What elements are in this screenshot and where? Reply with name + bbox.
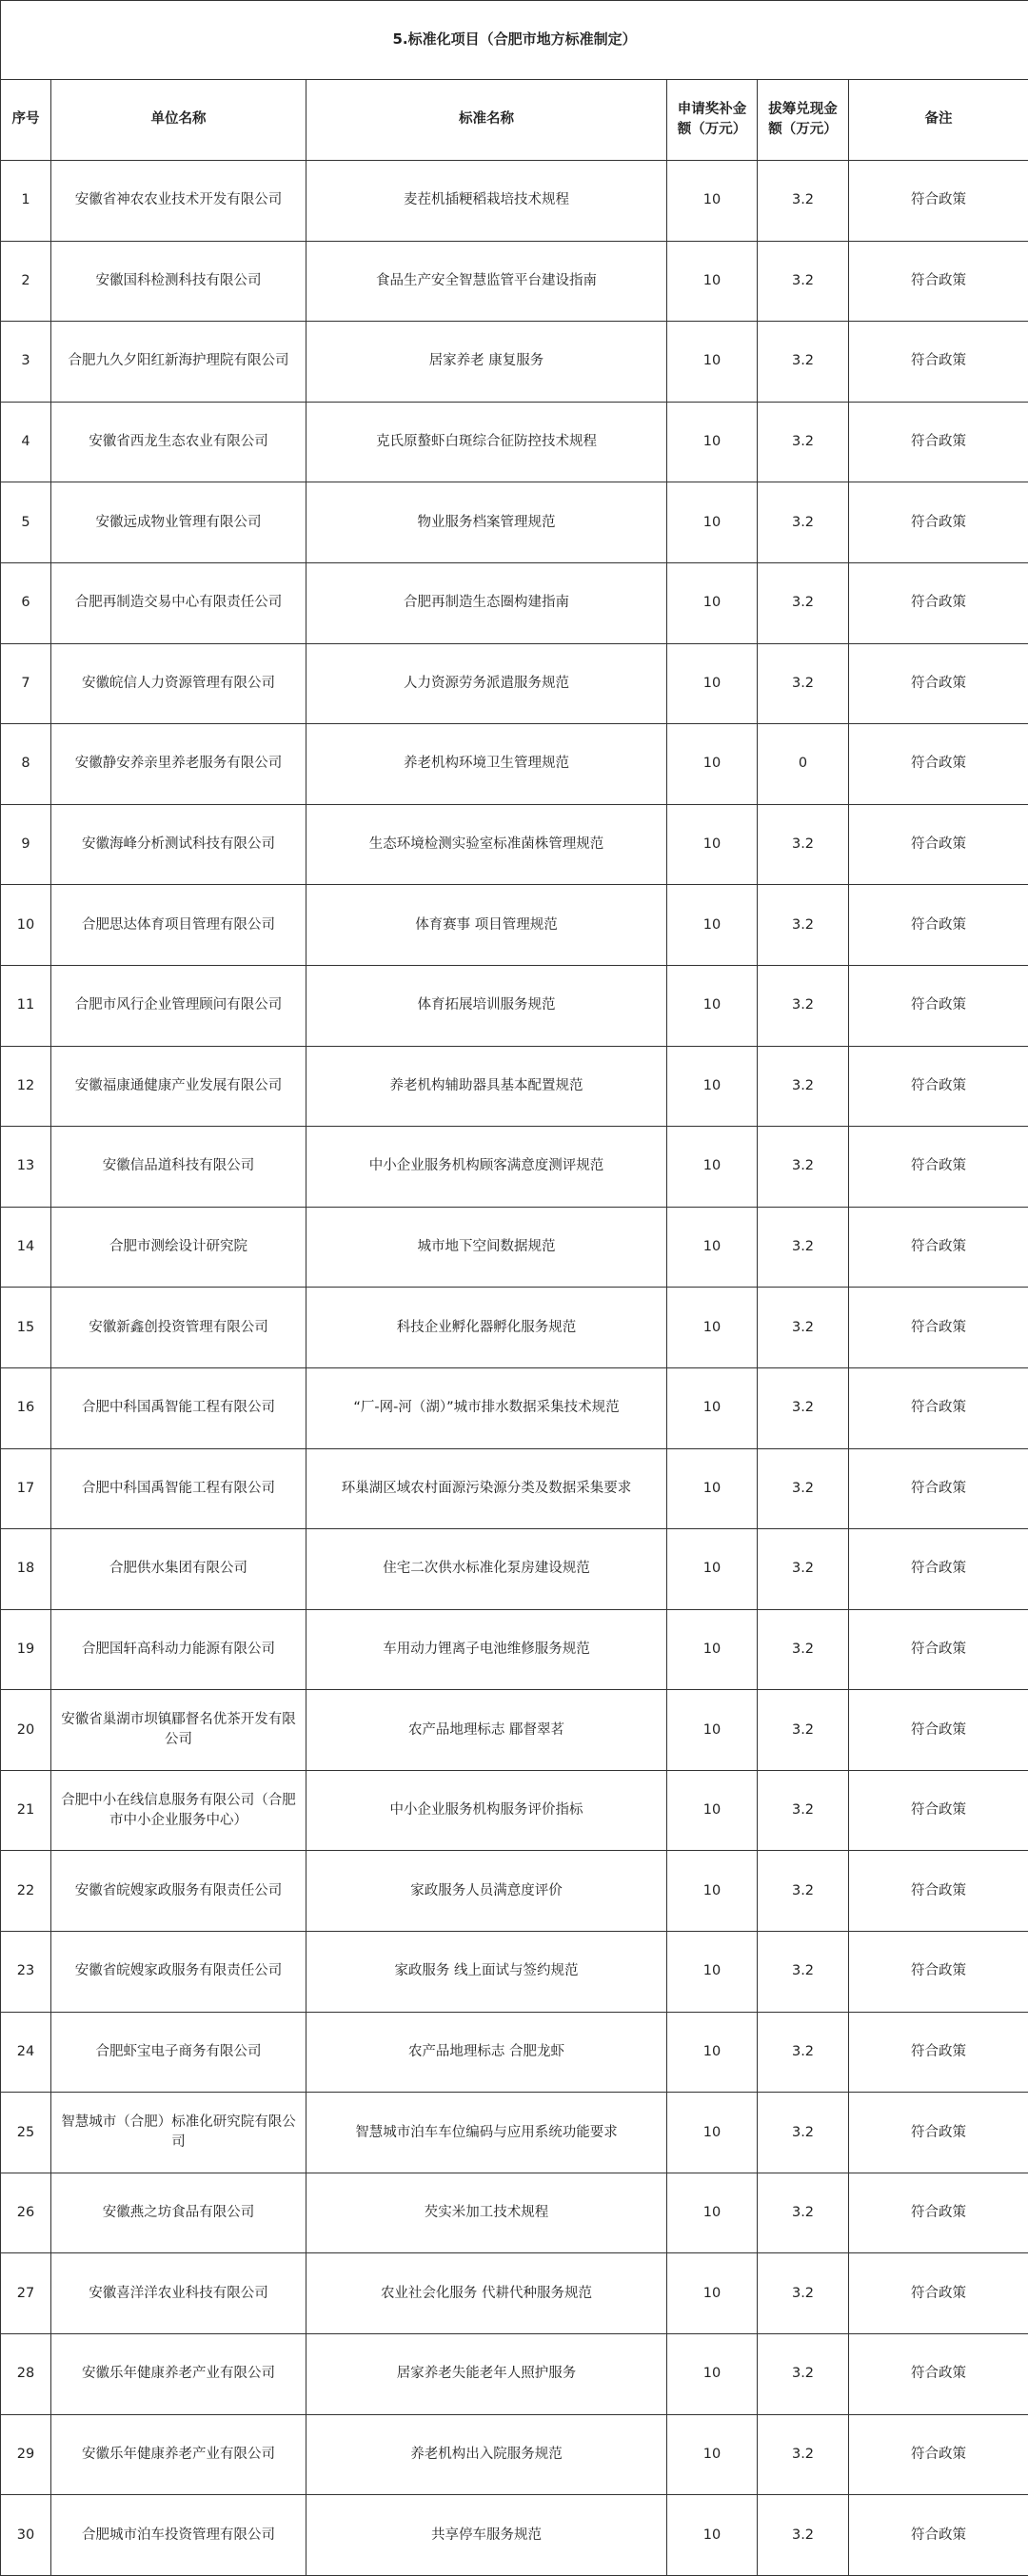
cell-apply-amount: 10 [667, 2093, 758, 2173]
cell-unit-name: 安徽省西龙生态农业有限公司 [51, 402, 306, 482]
cell-grant-amount: 0 [758, 724, 849, 805]
cell-apply-amount: 10 [667, 1851, 758, 1932]
cell-no: 16 [1, 1367, 51, 1448]
table-row [1, 322, 1028, 403]
cell-no: 7 [1, 643, 51, 724]
cell-apply-amount: 10 [667, 482, 758, 563]
cell-grant-amount: 3.2 [758, 2495, 849, 2576]
cell-grant-amount: 3.2 [758, 1529, 849, 1610]
cell-no: 10 [1, 885, 51, 966]
cell-grant-amount: 3.2 [758, 643, 849, 724]
cell-unit-name: 安徽喜洋洋农业科技有限公司 [51, 2253, 306, 2334]
table-row [1, 161, 1028, 242]
cell-apply-amount: 10 [667, 1127, 758, 1208]
cell-no: 8 [1, 724, 51, 805]
table-body [1, 161, 1028, 2576]
cell-no: 28 [1, 2334, 51, 2415]
cell-note: 符合政策 [849, 1448, 1028, 1529]
cell-note: 符合政策 [849, 161, 1028, 242]
cell-apply-amount: 10 [667, 402, 758, 482]
cell-standard-name: 克氏原螯虾白斑综合征防控技术规程 [306, 402, 667, 482]
cell-grant-amount: 3.2 [758, 562, 849, 643]
cell-no: 29 [1, 2414, 51, 2495]
cell-no: 6 [1, 562, 51, 643]
cell-no: 18 [1, 1529, 51, 1610]
cell-note: 符合政策 [849, 322, 1028, 403]
cell-apply-amount: 10 [667, 885, 758, 966]
cell-apply-amount: 10 [667, 1932, 758, 2013]
cell-note: 符合政策 [849, 562, 1028, 643]
cell-standard-name: 住宅二次供水标准化泵房建设规范 [306, 1529, 667, 1610]
cell-standard-name: 城市地下空间数据规范 [306, 1207, 667, 1288]
cell-note: 符合政策 [849, 1127, 1028, 1208]
cell-grant-amount: 3.2 [758, 1288, 849, 1368]
table-row [1, 643, 1028, 724]
header-apply-amount: 申请奖补金额（万元） [667, 80, 758, 161]
cell-unit-name: 安徽国科检测科技有限公司 [51, 241, 306, 322]
cell-standard-name: 中小企业服务机构顾客满意度测评规范 [306, 1127, 667, 1208]
cell-note: 符合政策 [849, 402, 1028, 482]
cell-standard-name: 养老机构辅助器具基本配置规范 [306, 1046, 667, 1127]
cell-standard-name: 物业服务档案管理规范 [306, 482, 667, 563]
cell-unit-name: 安徽静安养亲里养老服务有限公司 [51, 724, 306, 805]
cell-note: 符合政策 [849, 2495, 1028, 2576]
cell-note: 符合政策 [849, 2253, 1028, 2334]
cell-standard-name: 车用动力锂离子电池维修服务规范 [306, 1609, 667, 1690]
cell-no: 22 [1, 1851, 51, 1932]
cell-unit-name: 合肥中科国禹智能工程有限公司 [51, 1367, 306, 1448]
cell-unit-name: 安徽乐年健康养老产业有限公司 [51, 2414, 306, 2495]
cell-note: 符合政策 [849, 965, 1028, 1046]
table-row [1, 1367, 1028, 1448]
cell-grant-amount: 3.2 [758, 2173, 849, 2253]
cell-unit-name: 安徽省皖嫂家政服务有限责任公司 [51, 1932, 306, 2013]
cell-standard-name: 居家养老失能老年人照护服务 [306, 2334, 667, 2415]
table-row [1, 1046, 1028, 1127]
table-row [1, 965, 1028, 1046]
table-row [1, 2253, 1028, 2334]
cell-grant-amount: 3.2 [758, 241, 849, 322]
cell-note: 符合政策 [849, 1207, 1028, 1288]
cell-standard-name: 体育拓展培训服务规范 [306, 965, 667, 1046]
cell-apply-amount: 10 [667, 2414, 758, 2495]
cell-no: 13 [1, 1127, 51, 1208]
cell-no: 15 [1, 1288, 51, 1368]
table-row [1, 2012, 1028, 2093]
cell-apply-amount: 10 [667, 643, 758, 724]
cell-note: 符合政策 [849, 885, 1028, 966]
cell-note: 符合政策 [849, 1046, 1028, 1127]
cell-standard-name: 科技企业孵化器孵化服务规范 [306, 1288, 667, 1368]
cell-apply-amount: 10 [667, 161, 758, 242]
cell-unit-name: 合肥九久夕阳红新海护理院有限公司 [51, 322, 306, 403]
title-row [1, 1, 1028, 80]
cell-standard-name: 环巢湖区域农村面源污染源分类及数据采集要求 [306, 1448, 667, 1529]
cell-unit-name: 合肥市风行企业管理顾问有限公司 [51, 965, 306, 1046]
cell-note: 符合政策 [849, 2093, 1028, 2173]
cell-note: 符合政策 [849, 1609, 1028, 1690]
cell-standard-name: 农产品地理标志 郿督翠茗 [306, 1690, 667, 1771]
table-row [1, 241, 1028, 322]
cell-standard-name: 家政服务 线上面试与签约规范 [306, 1932, 667, 2013]
cell-no: 30 [1, 2495, 51, 2576]
cell-note: 符合政策 [849, 1932, 1028, 2013]
cell-apply-amount: 10 [667, 804, 758, 885]
cell-no: 4 [1, 402, 51, 482]
cell-apply-amount: 10 [667, 1690, 758, 1771]
cell-note: 符合政策 [849, 2012, 1028, 2093]
cell-unit-name: 安徽省神农农业技术开发有限公司 [51, 161, 306, 242]
cell-grant-amount: 3.2 [758, 1207, 849, 1288]
cell-unit-name: 安徽信品道科技有限公司 [51, 1127, 306, 1208]
table-row [1, 885, 1028, 966]
cell-grant-amount: 3.2 [758, 2012, 849, 2093]
cell-unit-name: 合肥市测绘设计研究院 [51, 1207, 306, 1288]
cell-note: 符合政策 [849, 2414, 1028, 2495]
cell-standard-name: 农业社会化服务 代耕代种服务规范 [306, 2253, 667, 2334]
cell-standard-name: 体育赛事 项目管理规范 [306, 885, 667, 966]
cell-no: 3 [1, 322, 51, 403]
cell-no: 5 [1, 482, 51, 563]
cell-grant-amount: 3.2 [758, 482, 849, 563]
cell-apply-amount: 10 [667, 241, 758, 322]
cell-standard-name: 养老机构出入院服务规范 [306, 2414, 667, 2495]
header-standard: 标准名称 [306, 80, 667, 161]
cell-note: 符合政策 [849, 804, 1028, 885]
cell-no: 21 [1, 1770, 51, 1851]
table-row [1, 2093, 1028, 2173]
table-row [1, 1851, 1028, 1932]
cell-grant-amount: 3.2 [758, 1851, 849, 1932]
header-row [1, 80, 1028, 161]
cell-apply-amount: 10 [667, 1529, 758, 1610]
table-row [1, 2495, 1028, 2576]
cell-unit-name: 合肥供水集团有限公司 [51, 1529, 306, 1610]
cell-apply-amount: 10 [667, 724, 758, 805]
cell-standard-name: 中小企业服务机构服务评价指标 [306, 1770, 667, 1851]
cell-standard-name: 芡实米加工技术规程 [306, 2173, 667, 2253]
cell-standard-name: 食品生产安全智慧监管平台建设指南 [306, 241, 667, 322]
cell-no: 25 [1, 2093, 51, 2173]
cell-apply-amount: 10 [667, 1609, 758, 1690]
cell-note: 符合政策 [849, 1770, 1028, 1851]
cell-unit-name: 安徽远成物业管理有限公司 [51, 482, 306, 563]
cell-no: 9 [1, 804, 51, 885]
cell-unit-name: 合肥国轩高科动力能源有限公司 [51, 1609, 306, 1690]
cell-unit-name: 安徽省巢湖市坝镇郿督名优茶开发有限公司 [51, 1690, 306, 1771]
cell-grant-amount: 3.2 [758, 402, 849, 482]
cell-standard-name: 人力资源劳务派遣服务规范 [306, 643, 667, 724]
cell-apply-amount: 10 [667, 562, 758, 643]
table-row [1, 2414, 1028, 2495]
cell-grant-amount: 3.2 [758, 2253, 849, 2334]
cell-grant-amount: 3.2 [758, 1448, 849, 1529]
cell-no: 19 [1, 1609, 51, 1690]
cell-grant-amount: 3.2 [758, 2414, 849, 2495]
table-row [1, 2173, 1028, 2253]
cell-apply-amount: 10 [667, 2495, 758, 2576]
cell-apply-amount: 10 [667, 1046, 758, 1127]
table-row [1, 804, 1028, 885]
cell-no: 20 [1, 1690, 51, 1771]
cell-unit-name: 合肥中科国禹智能工程有限公司 [51, 1448, 306, 1529]
cell-no: 14 [1, 1207, 51, 1288]
cell-standard-name: 生态环境检测实验室标准菌株管理规范 [306, 804, 667, 885]
cell-no: 2 [1, 241, 51, 322]
cell-unit-name: 安徽燕之坊食品有限公司 [51, 2173, 306, 2253]
cell-standard-name: 家政服务人员满意度评价 [306, 1851, 667, 1932]
table-row [1, 1207, 1028, 1288]
cell-grant-amount: 3.2 [758, 804, 849, 885]
table-title: 5.标准化项目（合肥市地方标准制定） [1, 1, 1028, 80]
cell-unit-name: 合肥虾宝电子商务有限公司 [51, 2012, 306, 2093]
cell-grant-amount: 3.2 [758, 885, 849, 966]
cell-standard-name: 共享停车服务规范 [306, 2495, 667, 2576]
cell-unit-name: 安徽皖信人力资源管理有限公司 [51, 643, 306, 724]
cell-unit-name: 合肥中小在线信息服务有限公司（合肥市中小企业服务中心） [51, 1770, 306, 1851]
cell-grant-amount: 3.2 [758, 2334, 849, 2415]
cell-unit-name: 安徽新鑫创投资管理有限公司 [51, 1288, 306, 1368]
cell-grant-amount: 3.2 [758, 2093, 849, 2173]
cell-unit-name: 合肥再制造交易中心有限责任公司 [51, 562, 306, 643]
cell-standard-name: 居家养老 康复服务 [306, 322, 667, 403]
table-row [1, 2334, 1028, 2415]
header-note: 备注 [849, 80, 1028, 161]
cell-note: 符合政策 [849, 724, 1028, 805]
cell-grant-amount: 3.2 [758, 1770, 849, 1851]
cell-apply-amount: 10 [667, 965, 758, 1046]
table-row [1, 1529, 1028, 1610]
cell-unit-name: 安徽海峰分析测试科技有限公司 [51, 804, 306, 885]
cell-apply-amount: 10 [667, 1288, 758, 1368]
cell-no: 24 [1, 2012, 51, 2093]
cell-standard-name: 合肥再制造生态圈构建指南 [306, 562, 667, 643]
cell-apply-amount: 10 [667, 2253, 758, 2334]
table-row [1, 724, 1028, 805]
cell-note: 符合政策 [849, 2173, 1028, 2253]
table-row [1, 1288, 1028, 1368]
cell-grant-amount: 3.2 [758, 161, 849, 242]
table-row [1, 402, 1028, 482]
cell-apply-amount: 10 [667, 1448, 758, 1529]
table-row [1, 1609, 1028, 1690]
cell-note: 符合政策 [849, 1367, 1028, 1448]
cell-grant-amount: 3.2 [758, 1690, 849, 1771]
cell-apply-amount: 10 [667, 2012, 758, 2093]
cell-unit-name: 合肥思达体育项目管理有限公司 [51, 885, 306, 966]
cell-note: 符合政策 [849, 1529, 1028, 1610]
cell-no: 11 [1, 965, 51, 1046]
cell-unit-name: 合肥城市泊车投资管理有限公司 [51, 2495, 306, 2576]
cell-no: 23 [1, 1932, 51, 2013]
header-unit: 单位名称 [51, 80, 306, 161]
cell-grant-amount: 3.2 [758, 1127, 849, 1208]
table-row [1, 1690, 1028, 1771]
cell-no: 12 [1, 1046, 51, 1127]
table-row [1, 1770, 1028, 1851]
cell-standard-name: 智慧城市泊车车位编码与应用系统功能要求 [306, 2093, 667, 2173]
cell-apply-amount: 10 [667, 2173, 758, 2253]
cell-apply-amount: 10 [667, 1207, 758, 1288]
cell-note: 符合政策 [849, 482, 1028, 563]
cell-apply-amount: 10 [667, 322, 758, 403]
cell-grant-amount: 3.2 [758, 965, 849, 1046]
cell-standard-name: 养老机构环境卫生管理规范 [306, 724, 667, 805]
cell-apply-amount: 10 [667, 1770, 758, 1851]
cell-apply-amount: 10 [667, 2334, 758, 2415]
cell-unit-name: 安徽省皖嫂家政服务有限责任公司 [51, 1851, 306, 1932]
cell-note: 符合政策 [849, 1690, 1028, 1771]
cell-unit-name: 安徽乐年健康养老产业有限公司 [51, 2334, 306, 2415]
cell-grant-amount: 3.2 [758, 1367, 849, 1448]
cell-no: 26 [1, 2173, 51, 2253]
table-row [1, 562, 1028, 643]
cell-note: 符合政策 [849, 643, 1028, 724]
table-row [1, 1932, 1028, 2013]
cell-apply-amount: 10 [667, 1367, 758, 1448]
table-row [1, 1127, 1028, 1208]
table-row [1, 1448, 1028, 1529]
cell-unit-name: 安徽福康通健康产业发展有限公司 [51, 1046, 306, 1127]
table-row [1, 482, 1028, 563]
cell-grant-amount: 3.2 [758, 1609, 849, 1690]
cell-note: 符合政策 [849, 1851, 1028, 1932]
header-grant-amount: 拔筹兑现金额（万元） [758, 80, 849, 161]
cell-no: 17 [1, 1448, 51, 1529]
cell-no: 1 [1, 161, 51, 242]
cell-grant-amount: 3.2 [758, 1046, 849, 1127]
cell-note: 符合政策 [849, 2334, 1028, 2415]
cell-standard-name: 农产品地理标志 合肥龙虾 [306, 2012, 667, 2093]
cell-standard-name: 麦茬机插粳稻栽培技术规程 [306, 161, 667, 242]
cell-note: 符合政策 [849, 241, 1028, 322]
header-no: 序号 [1, 80, 51, 161]
cell-grant-amount: 3.2 [758, 322, 849, 403]
cell-grant-amount: 3.2 [758, 1932, 849, 2013]
cell-no: 27 [1, 2253, 51, 2334]
cell-standard-name: “厂-网-河（湖）”城市排水数据采集技术规范 [306, 1367, 667, 1448]
cell-note: 符合政策 [849, 1288, 1028, 1368]
cell-unit-name: 智慧城市（合肥）标准化研究院有限公司 [51, 2093, 306, 2173]
